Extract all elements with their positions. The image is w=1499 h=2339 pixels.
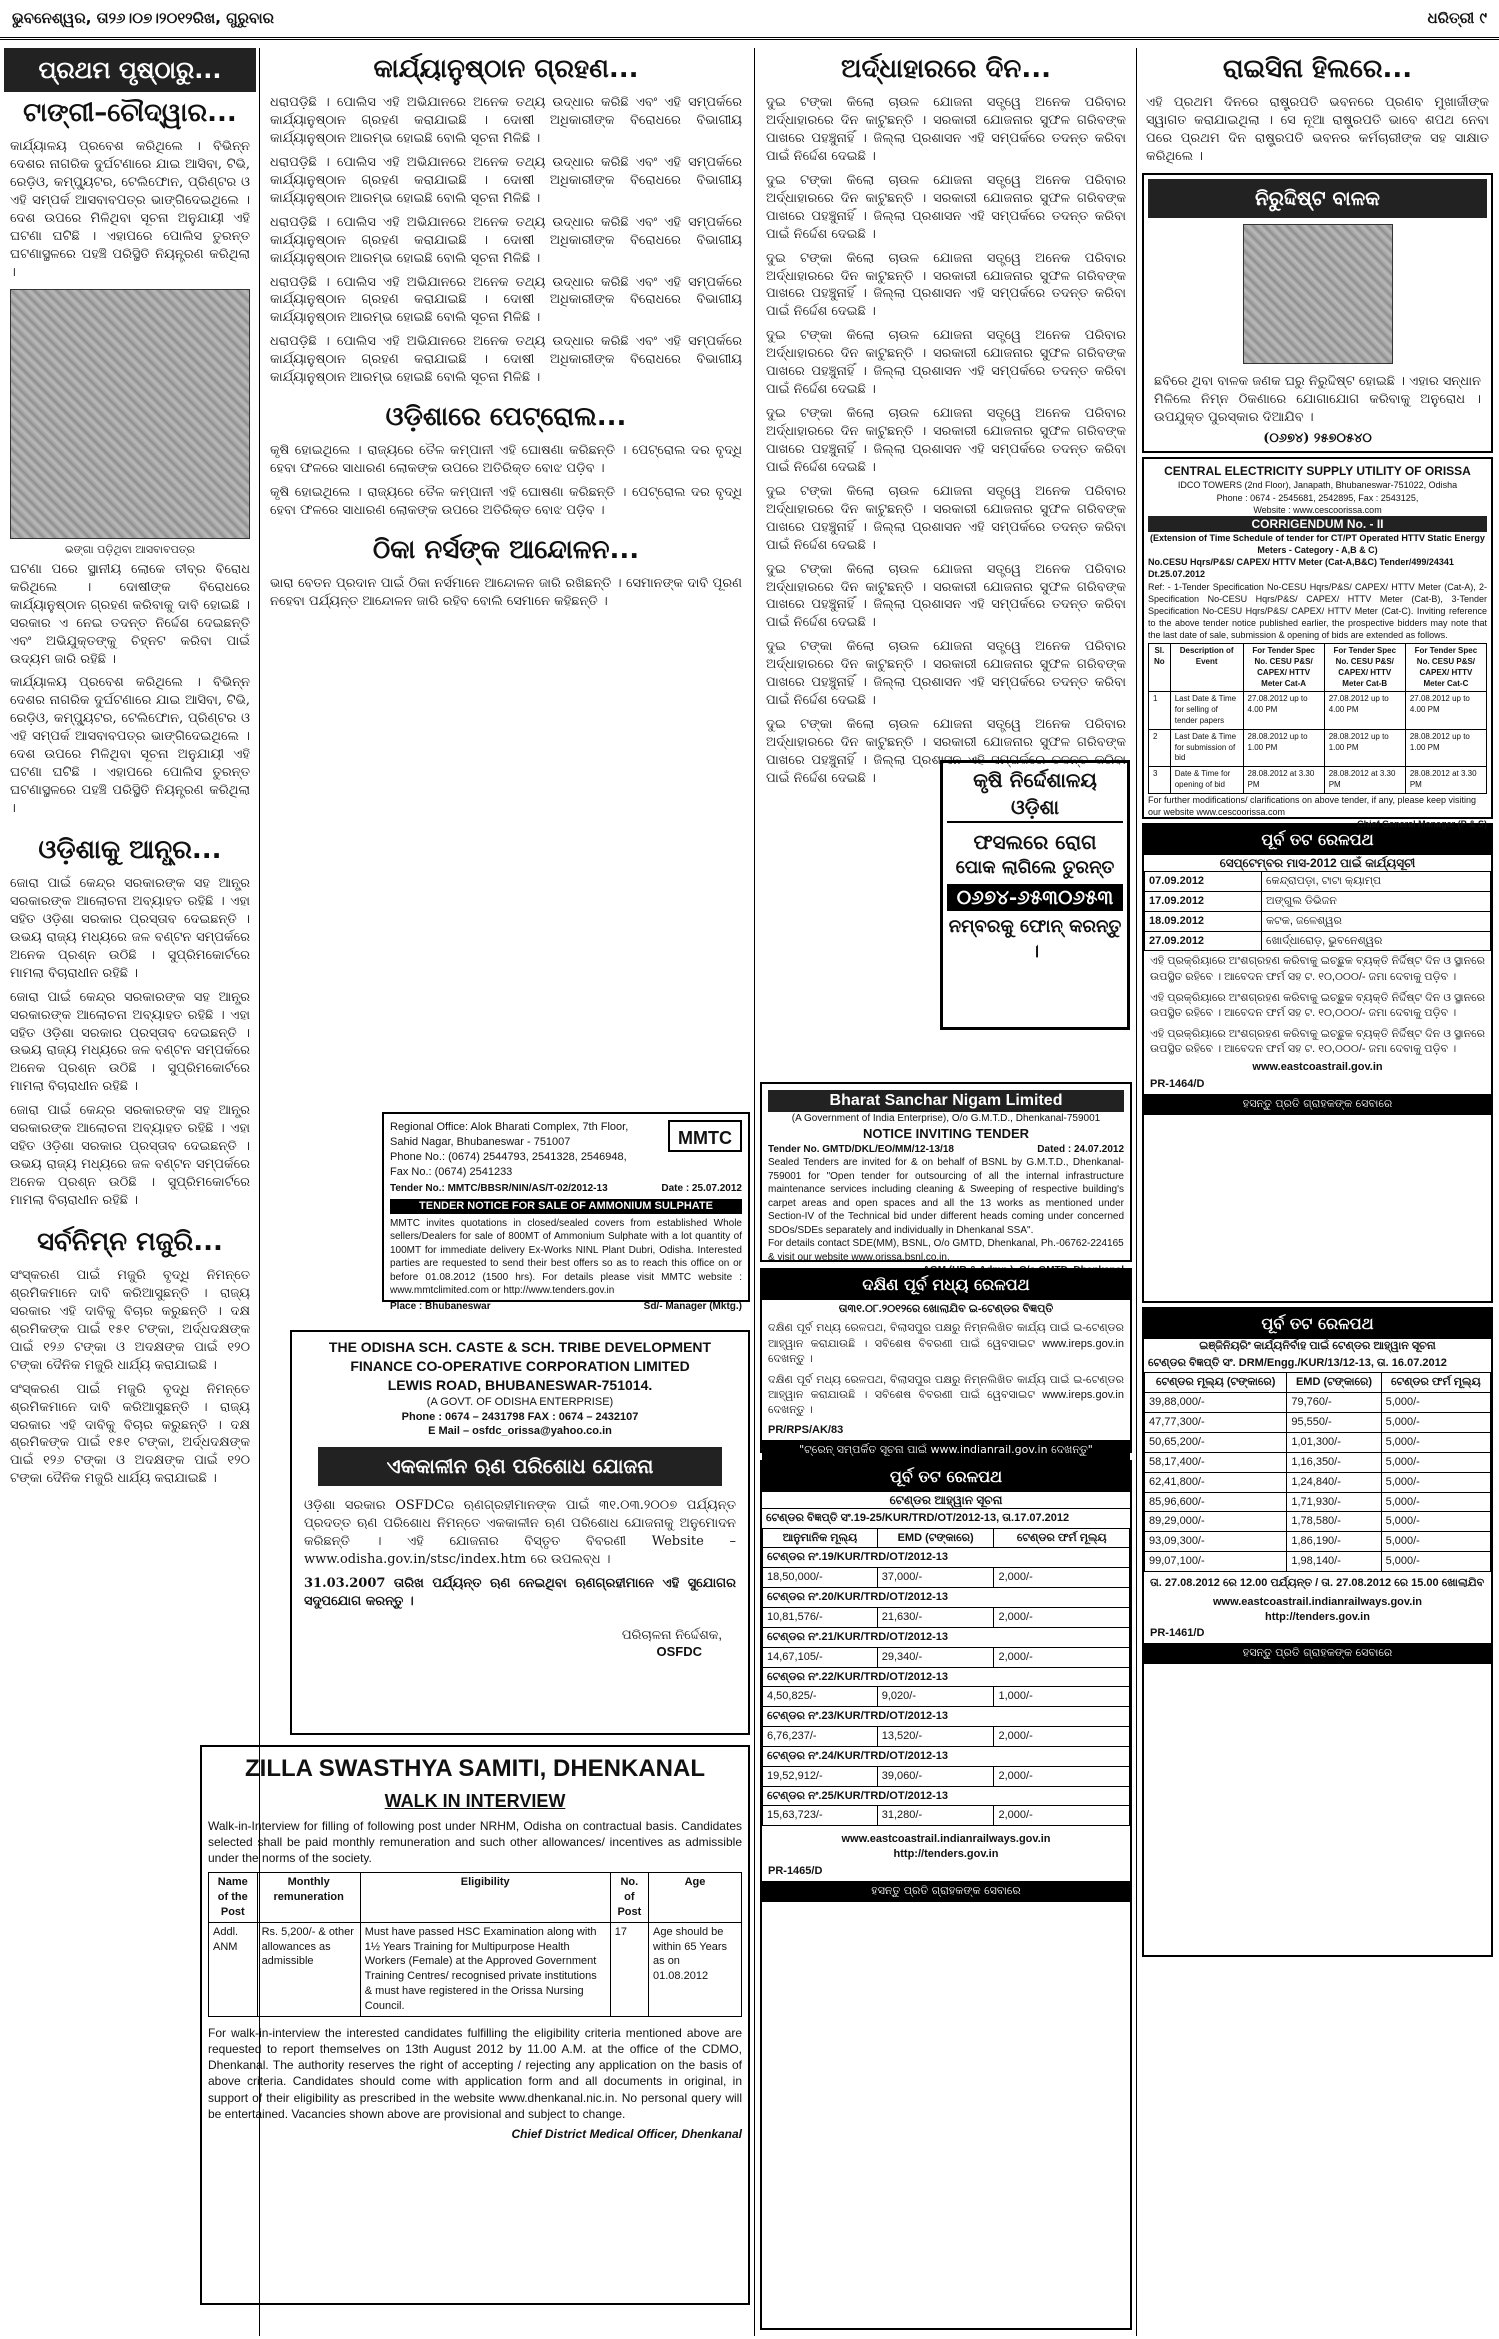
ecor3-cell: 1,71,930/- bbox=[1287, 1492, 1381, 1512]
zilla-age: Age should be within 65 Years as on 01.08.2012 bbox=[649, 1922, 742, 2016]
osfdc-scheme: ଏକକାଳୀନ ଋଣ ପରିଶୋଧ ଯୋଜନା bbox=[318, 1447, 722, 1486]
table-row bbox=[763, 1608, 1130, 1628]
story-wages-text: ସଂସ୍କରଣ ପାଇଁ ମଜୁରି ବୃଦ୍ଧି ନିମନ୍ତେ ଶ୍ରମିକମାନେ ଦାବି କରିଆସୁଛନ୍ତି । ରାଜ୍ୟ ସରକାର ଏହି ଦାବିକୁ ବିଚାର କରୁଛନ୍ତି । ଦକ୍ଷ ଶ୍ରମିକଙ୍କ ପାଇଁ ୧୫୧ ଟଙ୍କା, ଅର୍ଦ୍ଧଦକ୍ଷଙ୍କ ପାଇଁ ୧୨୬ ଟଙ୍କା ଓ ଅଦକ୍ଷଙ୍କ ପାଇଁ ୧୨୦ ଟଙ୍କା ଦୈନିକ ମଜୁରି ଧାର୍ଯ୍ୟ କରାଯାଇଛି । bbox=[10, 1268, 250, 1373]
cesu-th-sl: Sl. No bbox=[1149, 644, 1171, 692]
ecor2-footer: ହସନ୍ତୁ ପ୍ରତି ଗ୍ରାହକଙ୍କ ସେବାରେ bbox=[1144, 1094, 1491, 1115]
zilla-table bbox=[208, 1872, 742, 2017]
table-row bbox=[1145, 911, 1491, 931]
ecor3-cell: 5,000/- bbox=[1381, 1433, 1490, 1453]
cesu-th-cat-c: For Tender Spec No. CESU P&S/ CAPEX/ HTTV Meter Cat-C bbox=[1405, 644, 1486, 692]
ecor3-cell: 1,24,840/- bbox=[1287, 1472, 1381, 1492]
secr-pr: PR/RPS/AK/83 bbox=[768, 1424, 844, 1437]
secr-sub: ତା୩୧.୦୮.୨୦୧୨ରେ ଖୋଲାଯିବ ଇ-ଟେଣ୍ଡର ବିଜ୍ଞପ୍ତି bbox=[838, 1302, 1054, 1315]
ecor1-item-no: ଟେଣ୍ଡର ନଂ.20/KUR/TRD/OT/2012-13 bbox=[763, 1588, 1130, 1608]
ecor3-cell: 47,77,300/- bbox=[1145, 1413, 1287, 1433]
mmtc-logo: MMTC bbox=[668, 1120, 742, 1152]
osfdc-govt: (A GOVT. OF ODISHA ENTERPRISE) bbox=[426, 1395, 614, 1408]
zilla-pay: Rs. 5,200/- & other allowances as admissible bbox=[257, 1922, 360, 2016]
zilla-footer: For walk-in-interview the interested candidates fulfilling the eligibility criteria mentioned above are requested to report themselves on 13th August 2012 by 11.00 A.M. at the office of the CDMO, Dhenkanal. The authority reserves the right of accepting / rejecting any application on the basis of above criteria. Candidates should come with application form and all documents in original, in support of their eligibility as prescribed in the website www.dhenkanal.nic.in. No personal query will be entertained. Vacancies shown above are provisional and subject to change. bbox=[208, 2025, 742, 2121]
zilla-intro: Walk-in-Interview for filling of following post under NRHM, Odisha on contractual basis. Candidates selected shall be paid monthly remuneration and such other allowances/ incentives as admissible under the norms of the society. bbox=[208, 1818, 742, 1866]
cesu-ref: No.CESU Hqrs/P&S/ CAPEX/ HTTV Meter (Cat-A,B&C) Tender/499/24341 Dt.25.07.2012 bbox=[1148, 557, 1454, 580]
mmtc-date: Date : 25.07.2012 bbox=[661, 1183, 742, 1195]
ecor1-fee: 2,000/- bbox=[994, 1806, 1130, 1826]
ecor3-pr: PR-1461/D bbox=[1150, 1627, 1205, 1640]
table-row bbox=[763, 1588, 1130, 1608]
ecor3-cell: 5,000/- bbox=[1381, 1552, 1490, 1572]
krushi-line-3: ନମ୍ବରକୁ ଫୋନ୍ କରନ୍ତୁ । bbox=[948, 916, 1122, 962]
ecor2-place: ଖୋର୍ଦ୍ଧାରୋଡ଼, ଭୁବନେଶ୍ୱର bbox=[1262, 931, 1491, 951]
krushi-line-1: ଫସଲରେ ରୋଗ bbox=[973, 830, 1097, 854]
ecor1-sub: ଟେଣ୍ଡର ଆହ୍ୱାନ ସୂଚନା bbox=[762, 1492, 1130, 1509]
ecor1-footer: ହସନ୍ତୁ ପ୍ରତି ଗ୍ରାହକଙ୍କ ସେବାରେ bbox=[762, 1881, 1130, 1902]
table-row bbox=[763, 1568, 1130, 1588]
ecor3-cell: 1,01,300/- bbox=[1287, 1433, 1381, 1453]
ecor1-cost: 14,67,105/- bbox=[763, 1647, 878, 1667]
cesu-cell: Last Date & Time for submission of bid bbox=[1170, 729, 1243, 766]
table-row bbox=[209, 1922, 742, 2016]
krushi-ad bbox=[940, 760, 1130, 1030]
ecor1-emd: 21,630/- bbox=[877, 1608, 994, 1628]
secr-title: ଦକ୍ଷିଣ ପୂର୍ବ ମଧ୍ୟ ରେଳପଥ bbox=[762, 1270, 1130, 1300]
ecor3-table bbox=[1144, 1372, 1491, 1571]
ecor2-table bbox=[1144, 871, 1491, 951]
cesu-cell: 3 bbox=[1149, 767, 1171, 794]
ecor1-cost: 4,50,825/- bbox=[763, 1687, 878, 1707]
table-row bbox=[1145, 1452, 1491, 1472]
osfdc-sign: ପରିଚାଳନା ନିର୍ଦ୍ଦେଶକ, bbox=[621, 1626, 722, 1642]
bsnl-contact: For details contact SDE(MM), BSNL, O/o GMTD, Dhenkanal, Ph.-06762-224165 & visit our website www.orissa.bsnl.co.in. bbox=[768, 1238, 1124, 1263]
cesu-cell: 27.08.2012 up to 4.00 PM bbox=[1405, 692, 1486, 729]
table-row bbox=[763, 1647, 1130, 1667]
osfdc-ad bbox=[290, 1330, 750, 1735]
headline-hunger: ଅର୍ଦ୍ଧାହାରରେ ଦିନ... bbox=[841, 54, 1051, 84]
ecor1-th-fee: ଟେଣ୍ଡର ଫର୍ମ ମୂଲ୍ୟ bbox=[994, 1528, 1130, 1548]
ecor1-emd: 39,060/- bbox=[877, 1766, 994, 1786]
ecor3-cell: 1,86,190/- bbox=[1287, 1532, 1381, 1552]
ecor1-fee: 2,000/- bbox=[994, 1608, 1130, 1628]
table-row bbox=[1145, 1512, 1491, 1532]
table-row bbox=[1149, 767, 1487, 794]
table-row bbox=[763, 1746, 1130, 1766]
ecor3-cell: 79,760/- bbox=[1287, 1393, 1381, 1413]
cesu-body: Ref: - 1-Tender Specification No-CESU Hqrs/P&S/ CAPEX/ HTTV Meter (Cat-A), 2-Specification No-CESU Hqrs/P&S/ CAPEX/ HTTV Meter (Cat-B), 3-Tender Specification No-CESU Hqrs/P&S/ CAPEX/ HTTV Meter (Cat-C). Inviting reference to the above tender notice published earlier, the prospective bidders may note that the last date of sale, submission & opening of bids are extended as follows. bbox=[1148, 581, 1487, 641]
cesu-cell: 28.08.2012 at 3.30 PM bbox=[1243, 767, 1324, 794]
story-hunger-text-9: ଦୁଇ ଟଙ୍କା କିଲୋ ଚାଉଳ ଯୋଜନା ସତ୍ତ୍ୱେ ଅନେକ ପରିବାର ଅର୍ଦ୍ଧାହାରରେ ଦିନ କାଟୁଛନ୍ତି । ସରକାରୀ ଯୋଜନାର ସୁଫଳ ଗରିବଙ୍କ ପାଖରେ ପହଞ୍ଚୁନାହିଁ । ଜିଲ୍ଲା ପ୍ରଶାସନ ଏହି ସମ୍ପର୍କରେ ତଦନ୍ତ କରିବା ପାଇଁ ନିର୍ଦ୍ଦେଶ ଦେଇଛି । bbox=[766, 717, 1126, 786]
ecor3-th-cost: ଟେଣ୍ଡର ମୂଲ୍ୟ (ଟଙ୍କାରେ) bbox=[1145, 1373, 1287, 1393]
mmtc-tender-ad bbox=[382, 1112, 750, 1312]
cesu-th-cat-a: For Tender Spec No. CESU P&S/ CAPEX/ HTTV Meter Cat-A bbox=[1243, 644, 1324, 692]
ecor3-cell: 58,17,400/- bbox=[1145, 1452, 1287, 1472]
krushi-title: କୃଷି ନିର୍ଦ୍ଦେଶାଳୟ bbox=[973, 768, 1097, 792]
ecor2-body: ଏହି ପ୍ରକ୍ରିୟାରେ ଅଂଶଗ୍ରହଣ କରିବାକୁ ଇଚ୍ଛୁକ ବ୍ୟକ୍ତି ନିର୍ଦ୍ଦିଷ୍ଟ ଦିନ ଓ ସ୍ଥାନରେ ଉପସ୍ଥିତ ରହିବେ । ଆବେଦନ ଫର୍ମ ସହ ଟ. ୧୦,୦୦୦/- ଜମା ଦେବାକୁ ପଡ଼ିବ । bbox=[1150, 955, 1485, 983]
missing-heading: ନିରୁଦ୍ଦିଷ୍ଟ ବାଳକ bbox=[1148, 179, 1487, 218]
ecor2-sub: ସେପ୍ଟେମ୍ବର ମାସ-2012 ପାଇଁ କାର୍ଯ୍ୟସୂଚୀ bbox=[1219, 855, 1416, 870]
ecor3-cell: 5,000/- bbox=[1381, 1512, 1490, 1532]
ecor3-cell: 1,16,350/- bbox=[1287, 1452, 1381, 1472]
zilla-th-post: Name of the Post bbox=[209, 1873, 258, 1923]
story-nurses-text: ଭାରା ବେତନ ପ୍ରଦାନ ପାଇଁ ଠିକା ନର୍ସମାନେ ଆନ୍ଦୋଳନ ଜାରି ରଖିଛନ୍ତି । ସେମାନଙ୍କ ଦାବି ପୂରଣ ନହେବା ପର୍ଯ୍ୟନ୍ତ ଆନ୍ଦୋଳନ ଜାରି ରହିବ ବୋଲି ସେମାନେ କହିଛନ୍ତି । bbox=[270, 576, 742, 610]
secr-body: ଦକ୍ଷିଣ ପୂର୍ବ ମଧ୍ୟ ରେଳପଥ, ବିଲାସପୁର ପକ୍ଷରୁ ନିମ୍ନଲିଖିତ କାର୍ଯ୍ୟ ପାଇଁ ଇ-ଟେଣ୍ଡର ଆହ୍ୱାନ କରାଯାଉଛି । ସବିଶେଷ ବିବରଣୀ ପାଇଁ ୱେବସାଇଟ www.ireps.gov.in ଦେଖନ୍ତୁ । bbox=[768, 1322, 1124, 1365]
story-hunger-text-7: ଦୁଇ ଟଙ୍କା କିଲୋ ଚାଉଳ ଯୋଜନା ସତ୍ତ୍ୱେ ଅନେକ ପରିବାର ଅର୍ଦ୍ଧାହାରରେ ଦିନ କାଟୁଛନ୍ତି । ସରକାରୀ ଯୋଜନାର ସୁଫଳ ଗରିବଙ୍କ ପାଖରେ ପହଞ୍ଚୁନାହିଁ । ଜିଲ୍ଲା ପ୍ରଶାସନ ଏହି ସମ୍ପର୍କରେ ତଦନ୍ତ କରିବା ପାଇଁ ନିର୍ଦ୍ଦେଶ ଦେଇଛି । bbox=[766, 561, 1126, 631]
cesu-corrigendum: CORRIGENDUM No. - II bbox=[1148, 516, 1487, 532]
mmtc-place: Place : Bhubaneswar bbox=[390, 1300, 491, 1312]
headline-tangi: ଟାଙ୍ଗୀ–ଚୌଦ୍ୱାର... bbox=[23, 98, 237, 129]
story-hunger-text-8: ଦୁଇ ଟଙ୍କା କିଲୋ ଚାଉଳ ଯୋଜନା ସତ୍ତ୍ୱେ ଅନେକ ପରିବାର ଅର୍ଦ୍ଧାହାରରେ ଦିନ କାଟୁଛନ୍ତି । ସରକାରୀ ଯୋଜନାର ସୁଫଳ ଗରିବଙ୍କ ପାଖରେ ପହଞ୍ଚୁନାହିଁ । ଜିଲ୍ଲା ପ୍ରଶାସନ ଏହି ସମ୍ପର୍କରେ ତଦନ୍ତ କରିବା ପାଇଁ ନିର୍ଦ୍ଦେଶ ଦେଇଛି । bbox=[766, 639, 1126, 709]
ecor3-title: ପୂର୍ବ ତଟ ରେଳପଥ bbox=[1144, 1309, 1491, 1339]
zilla-title: ZILLA SWASTHYA SAMITI, DHENKANAL bbox=[245, 1755, 705, 1782]
ecor1-fee: 2,000/- bbox=[994, 1568, 1130, 1588]
ecor2-date: 27.09.2012 bbox=[1145, 931, 1262, 951]
ecor3-footer: ହସନ୍ତୁ ପ୍ରତି ଗ୍ରାହକଙ୍କ ସେବାରେ bbox=[1144, 1643, 1491, 1664]
table-row bbox=[1149, 729, 1487, 766]
mmtc-regional-office: Regional Office: Alok Bharati Complex, 7th Floor, Sahid Nagar, Bhubaneswar - 751007 bbox=[390, 1121, 629, 1148]
ecor3-cell: 5,000/- bbox=[1381, 1393, 1490, 1413]
ecor1-item-no: ଟେଣ୍ଡର ନଂ.21/KUR/TRD/OT/2012-13 bbox=[763, 1627, 1130, 1647]
cesu-sign: Chief General Manager (P & S) bbox=[1357, 819, 1487, 830]
bsnl-tender-number: Tender No. GMTD/DKL/EO/MM/12-13/18 bbox=[768, 1143, 954, 1155]
ecor3-cell: 95,550/- bbox=[1287, 1413, 1381, 1433]
missing-phone: (୦୬୭୪) ୨୫୭୦୫୪୦ bbox=[1263, 430, 1372, 446]
story-wages-text-2: ସଂସ୍କରଣ ପାଇଁ ମଜୁରି ବୃଦ୍ଧି ନିମନ୍ତେ ଶ୍ରମିକମାନେ ଦାବି କରିଆସୁଛନ୍ତି । ରାଜ୍ୟ ସରକାର ଏହି ଦାବିକୁ ବିଚାର କରୁଛନ୍ତି । ଦକ୍ଷ ଶ୍ରମିକଙ୍କ ପାଇଁ ୧୫୧ ଟଙ୍କା, ଅର୍ଦ୍ଧଦକ୍ଷଙ୍କ ପାଇଁ ୧୨୬ ଟଙ୍କା ଓ ଅଦକ୍ଷଙ୍କ ପାଇଁ ୧୨୦ ଟଙ୍କା ଦୈନିକ ମଜୁରି ଧାର୍ଯ୍ୟ କରାଯାଇଛି । bbox=[10, 1381, 250, 1487]
masthead-page: ଧରିତ୍ରୀ ୯ bbox=[1427, 9, 1487, 28]
story-andhra-text: ଜୋରା ପାଇଁ କେନ୍ଦ୍ର ସରକାରଙ୍କ ସହ ଆନ୍ଧ୍ର ସରକାରଙ୍କ ଆଲୋଚନା ଅବ୍ୟାହତ ରହିଛି । ଏହା ସହିତ ଓଡ଼ିଶା ସରକାର ପ୍ରସ୍ତାବ ଦେଇଛନ୍ତି । ଉଭୟ ରାଜ୍ୟ ମଧ୍ୟରେ ଜଳ ବଣ୍ଟନ ସମ୍ପର୍କରେ ଅନେକ ପ୍ରଶ୍ନ ଉଠିଛି । ସୁପ୍ରିମକୋର୍ଟରେ ମାମଲା ବିଚାରାଧୀନ ରହିଛି । bbox=[10, 876, 250, 981]
front-page-kicker: ପ୍ରଥମ ପୃଷ୍ଠାରୁ... bbox=[4, 48, 256, 92]
mmtc-sign: Sd/- Manager (Mktg.) bbox=[643, 1300, 742, 1312]
ecor-schedule-ad bbox=[1142, 823, 1493, 1303]
zilla-count: 17 bbox=[610, 1922, 648, 2016]
ecor1-cost: 6,76,237/- bbox=[763, 1727, 878, 1747]
ecor3-tender-number: ଟେଣ୍ଡର ବିଜ୍ଞପ୍ତି ସଂ. DRM/Engg./KUR/13/12-13, ତା. 16.07.2012 bbox=[1148, 1356, 1447, 1369]
krushi-sub: ଓଡ଼ିଶା bbox=[947, 794, 1123, 823]
zilla-sign: Chief District Medical Officer, Dhenkanal bbox=[511, 2126, 742, 2141]
ecor1-emd: 37,000/- bbox=[877, 1568, 994, 1588]
cesu-cell: Last Date & Time for selling of tender papers bbox=[1170, 692, 1243, 729]
ecor1-cost: 15,63,723/- bbox=[763, 1806, 878, 1826]
secr-body-2: ଦକ୍ଷିଣ ପୂର୍ବ ମଧ୍ୟ ରେଳପଥ, ବିଲାସପୁର ପକ୍ଷରୁ ନିମ୍ନଲିଖିତ କାର୍ଯ୍ୟ ପାଇଁ ଇ-ଟେଣ୍ଡର ଆହ୍ୱାନ କରାଯାଉଛି । ସବିଶେଷ ବିବରଣୀ ପାଇଁ ୱେବସାଇଟ www.ireps.gov.in ଦେଖନ୍ତୁ । bbox=[768, 1373, 1124, 1417]
story-hunger-text-6: ଦୁଇ ଟଙ୍କା କିଲୋ ଚାଉଳ ଯୋଜନା ସତ୍ତ୍ୱେ ଅନେକ ପରିବାର ଅର୍ଦ୍ଧାହାରରେ ଦିନ କାଟୁଛନ୍ତି । ସରକାରୀ ଯୋଜନାର ସୁଫଳ ଗରିବଙ୍କ ପାଖରେ ପହଞ୍ଚୁନାହିଁ । ଜିଲ୍ଲା ପ୍ରଶାସନ ଏହି ସମ୍ପର୍କରେ ତଦନ୍ତ କରିବା ପାଇଁ ନିର୍ଦ୍ଦେଶ ଦେଇଛି । bbox=[766, 483, 1126, 553]
table-row bbox=[1145, 871, 1491, 891]
ecor1-website-2[interactable]: http://tenders.gov.in bbox=[893, 1848, 999, 1861]
ecor1-emd: 29,340/- bbox=[877, 1647, 994, 1667]
table-row bbox=[763, 1667, 1130, 1687]
table-row bbox=[1145, 1532, 1491, 1552]
table-row bbox=[1145, 891, 1491, 911]
table-row bbox=[763, 1687, 1130, 1707]
table-row bbox=[763, 1766, 1130, 1786]
cesu-cell: 28.08.2012 up to 1.00 PM bbox=[1405, 729, 1486, 766]
zilla-swasthya-ad bbox=[200, 1745, 750, 2305]
ecor2-date: 18.09.2012 bbox=[1145, 911, 1262, 931]
photo-caption: ଭଙ୍ଗା ପଡ଼ିଥିବା ଆସବାବପତ୍ର bbox=[64, 542, 196, 556]
story-petrol-text-2: କୃଷି ହୋଇଥିଲେ । ରାଜ୍ୟରେ ତୈଳ କମ୍ପାନୀ ଏହି ଘୋଷଣା କରିଛନ୍ତି । ପେଟ୍ରୋଲ ଦର ବୃଦ୍ଧି ହେବା ଫଳରେ ସାଧାରଣ ଲୋକଙ୍କ ଉପରେ ଅତିରିକ୍ତ ବୋଝ ପଡ଼ିବ । bbox=[270, 485, 742, 519]
bsnl-date: Dated : 24.07.2012 bbox=[1037, 1143, 1124, 1155]
story-action-text-5: ଧରାପଡ଼ିଛି । ପୋଲିସ ଏହି ଅଭିଯାନରେ ଅନେକ ତଥ୍ୟ ଉଦ୍ଧାର କରିଛି ଏବଂ ଏହି ସମ୍ପର୍କରେ କାର୍ଯ୍ୟାନୁଷ୍ଠାନ ଗ୍ରହଣ କରାଯାଇଛି । ଦୋଷୀ ଅଧିକାରୀଙ୍କ ବିରୋଧରେ ବିଭାଗୀୟ କାର୍ଯ୍ୟାନୁଷ୍ଠାନ ଆରମ୍ଭ ହୋଇଛି ବୋଲି ସୂଚନା ମିଳିଛି । bbox=[270, 334, 742, 386]
bsnl-tender-ad bbox=[760, 1082, 1132, 1262]
headline-andhra: ଓଡ଼ିଶାକୁ ଆନ୍ଧ୍ର... bbox=[38, 834, 222, 865]
table-row bbox=[763, 1627, 1130, 1647]
krushi-phone: ୦୬୭୪-୬୫୩୦୬୫୩ bbox=[947, 884, 1123, 911]
ecor1-website[interactable]: www.eastcoastrail.indianrailways.gov.in bbox=[841, 1833, 1051, 1846]
headline-action: କାର୍ଯ୍ୟାନୁଷ୍ଠାନ ଗ୍ରହଣ... bbox=[373, 54, 639, 84]
zilla-th-count: No. of Post bbox=[610, 1873, 648, 1923]
ecor1-th-cost: ଆନୁମାନିକ ମୂଲ୍ୟ bbox=[763, 1528, 878, 1548]
ecor3-th-emd: EMD (ଟଙ୍କାରେ) bbox=[1287, 1373, 1381, 1393]
missing-boy-photo bbox=[1243, 224, 1393, 364]
ecor1-fee: 2,000/- bbox=[994, 1766, 1130, 1786]
osfdc-body: ଓଡ଼ିଶା ସରକାର OSFDCର ଋଣଗ୍ରହୀମାନଙ୍କ ପାଇଁ ୩୧.୦୩.୨୦୦୭ ପର୍ଯ୍ୟନ୍ତ ପ୍ରଦତ୍ତ ଋଣ ପରିଶୋଧ ନିମନ୍ତେ ଏକକାଳୀନ ଋଣ ପରିଶୋଧ ଯୋଜନାକୁ ଅନୁମୋଦନ କରିଛନ୍ତି । ଏହି ଯୋଜନାର ବିସ୍ତୃତ ବିବରଣୀ Website – www.odisha.gov.in/stsc/index.htm ରେ ଉପଲବ୍ଧ । bbox=[304, 1498, 736, 1568]
ecor3-th-fee: ଟେଣ୍ଡର ଫର୍ମ ମୂଲ୍ୟ bbox=[1381, 1373, 1490, 1393]
cesu-cell: 1 bbox=[1149, 692, 1171, 729]
story-andhra-text-2: ଜୋରା ପାଇଁ କେନ୍ଦ୍ର ସରକାରଙ୍କ ସହ ଆନ୍ଧ୍ର ସରକାରଙ୍କ ଆଲୋଚନା ଅବ୍ୟାହତ ରହିଛି । ଏହା ସହିତ ଓଡ଼ିଶା ସରକାର ପ୍ରସ୍ତାବ ଦେଇଛନ୍ତି । ଉଭୟ ରାଜ୍ୟ ମଧ୍ୟରେ ଜଳ ବଣ୍ଟନ ସମ୍ପର୍କରେ ଅନେକ ପ୍ରଶ୍ନ ଉଠିଛି । ସୁପ୍ରିମକୋର୍ଟରେ ମାମଲା ବିଚାରାଧୀନ ରହିଛି । bbox=[10, 989, 250, 1095]
osfdc-address: LEWIS ROAD, BHUBANESWAR-751014. bbox=[387, 1376, 653, 1393]
story-hunger-text-2: ଦୁଇ ଟଙ୍କା କିଲୋ ଚାଉଳ ଯୋଜନା ସତ୍ତ୍ୱେ ଅନେକ ପରିବାର ଅର୍ଦ୍ଧାହାରରେ ଦିନ କାଟୁଛନ୍ତି । ସରକାରୀ ଯୋଜନାର ସୁଫଳ ଗରିବଙ୍କ ପାଖରେ ପହଞ୍ଚୁନାହିଁ । ଜିଲ୍ଲା ପ୍ରଶାସନ ଏହି ସମ୍ପର୍କରେ ତଦନ୍ତ କରିବା ପାଇଁ ନିର୍ଦ୍ଦେଶ ଦେଇଛି । bbox=[766, 172, 1126, 242]
ecor3-cell: 5,000/- bbox=[1381, 1452, 1490, 1472]
news-photo bbox=[10, 289, 250, 539]
zilla-eligibility: Must have passed HSC Examination along with 1½ Years Training for Multipurpose Health Workers (Female) at the Approved Government Training Centres/ recognised private institutions & must have registered in the Orissa Nursing Council. bbox=[360, 1922, 610, 2016]
cesu-footer: For further modifications/ clarifications on above tender, if any, please keep visiting our website www.cescoorissa.com bbox=[1148, 794, 1477, 817]
ecor1-cost: 19,52,912/- bbox=[763, 1766, 878, 1786]
story-andhra-text-3: ଜୋରା ପାଇଁ କେନ୍ଦ୍ର ସରକାରଙ୍କ ସହ ଆନ୍ଧ୍ର ସରକାରଙ୍କ ଆଲୋଚନା ଅବ୍ୟାହତ ରହିଛି । ଏହା ସହିତ ଓଡ଼ିଶା ସରକାର ପ୍ରସ୍ତାବ ଦେଇଛନ୍ତି । ଉଭୟ ରାଜ୍ୟ ମଧ୍ୟରେ ଜଳ ବଣ୍ଟନ ସମ୍ପର୍କରେ ଅନେକ ପ୍ରଶ୍ନ ଉଠିଛି । ସୁପ୍ରିମକୋର୍ଟରେ ମାମଲା ବିଚାରାଧୀନ ରହିଛି । bbox=[10, 1103, 250, 1208]
secr-rail-ad bbox=[760, 1268, 1132, 1457]
ecor1-cost: 18,50,000/- bbox=[763, 1568, 878, 1588]
table-row bbox=[763, 1548, 1130, 1568]
column-4 bbox=[1140, 48, 1495, 2336]
ecor3-cell: 89,29,000/- bbox=[1145, 1512, 1287, 1532]
cesu-cell: 28.08.2012 up to 1.00 PM bbox=[1243, 729, 1324, 766]
ecor1-table bbox=[762, 1528, 1130, 1827]
ecor2-title: ପୂର୍ବ ତଟ ରେଳପଥ bbox=[1144, 825, 1491, 855]
osfdc-date-line: 31.03.2007 ତାରିଖ ପର୍ଯ୍ୟନ୍ତ ଋଣ ନେଇଥିବା ଋଣଗ୍ରହୀମାନେ ଏହି ସୁଯୋଗର ସଦୁପଯୋଗ କରନ୍ତୁ । bbox=[304, 1575, 736, 1609]
cesu-address: IDCO TOWERS (2nd Floor), Janapath, Bhubaneswar-751022, Odisha bbox=[1177, 480, 1458, 491]
ecor2-date: 07.09.2012 bbox=[1145, 871, 1262, 891]
mmtc-body: MMTC invites quotations in closed/sealed covers from established Whole sellers/Dealers for sale of 800MT of Ammonium Sulphate with a lot quantity of 100MT for immediate delivery Ex-Works NINL Plant Dubri, Odisha. Interested parties are requested to send their best offers so as to reach this office on or before 01.08.2012 (1500 hrs). For details please visit MMTC website : www.mmtclimited.com or http://www.tenders.gov.in bbox=[390, 1217, 742, 1297]
ecor2-place: କେନ୍ଦ୍ରାପଡ଼ା, ଟାଟା କ୍ୟାମ୍ପ bbox=[1262, 871, 1491, 891]
bsnl-heading: NOTICE INVITING TENDER bbox=[862, 1126, 1030, 1142]
cesu-th-event: Description of Event bbox=[1170, 644, 1243, 692]
table-row bbox=[763, 1727, 1130, 1747]
cesu-corrigendum-ad bbox=[1142, 457, 1493, 830]
cesu-website: Website : www.cescoorissa.com bbox=[1253, 504, 1382, 515]
cesu-cell: 2 bbox=[1149, 729, 1171, 766]
mmtc-tender-number: Tender No.: MMTC/BBSR/NIN/AS/T-02/2012-13 bbox=[390, 1183, 608, 1195]
table-row bbox=[763, 1707, 1130, 1727]
ecor2-date: 17.09.2012 bbox=[1145, 891, 1262, 911]
cesu-title: CENTRAL ELECTRICITY SUPPLY UTILITY OF ORISSA bbox=[1164, 464, 1471, 479]
ecor1-title: ପୂର୍ବ ତଟ ରେଳପଥ bbox=[762, 1462, 1130, 1492]
story-hunger-text-5: ଦୁଇ ଟଙ୍କା କିଲୋ ଚାଉଳ ଯୋଜନା ସତ୍ତ୍ୱେ ଅନେକ ପରିବାର ଅର୍ଦ୍ଧାହାରରେ ଦିନ କାଟୁଛନ୍ତି । ସରକାରୀ ଯୋଜନାର ସୁଫଳ ଗରିବଙ୍କ ପାଖରେ ପହଞ୍ଚୁନାହିଁ । ଜିଲ୍ଲା ପ୍ରଶାସନ ଏହି ସମ୍ପର୍କରେ ତଦନ୍ତ କରିବା ପାଇଁ ନିର୍ଦ୍ଦେଶ ଦେଇଛି । bbox=[766, 406, 1126, 475]
ecor3-cell: 62,41,800/- bbox=[1145, 1472, 1287, 1492]
ecor1-item-no: ଟେଣ୍ଡର ନଂ.25/KUR/TRD/OT/2012-13 bbox=[763, 1786, 1130, 1806]
ecor3-cell: 85,96,600/- bbox=[1145, 1492, 1287, 1512]
missing-text: ଛବିରେ ଥିବା ବାଳକ ଜଣକ ଘରୁ ନିରୁଦ୍ଦିଷ୍ଟ ହୋଇଛି । ଏହାର ସନ୍ଧାନ ମିଳିଲେ ନିମ୍ନ ଠିକଣାରେ ଯୋଗାଯୋଗ କରିବାକୁ ଅନୁରୋଧ । ଉପଯୁକ୍ତ ପୁରସ୍କାର ଦିଆଯିବ । bbox=[1154, 373, 1481, 425]
masthead-date: ଭୁବନେଶ୍ୱର, ତା୨୬।୦୭।୨୦୧୨ରିଖ, ଗୁରୁବାର bbox=[12, 9, 275, 28]
secr-footer: "ଟ୍ରେନ୍ ସମ୍ପର୍କିତ ସୂଚନା ପାଇଁ www.indianrail.gov.in ଦେଖନ୍ତୁ" bbox=[762, 1440, 1130, 1461]
story-tangi-text-3: କାର୍ଯ୍ୟାଳୟ ପ୍ରବେଶ କରିଥିଲେ । ବିଭିନ୍ନ ଦେଶର ନାଗରିକ ଦୁର୍ଘଟଣାରେ ଯାଇ ଆସିବା, ଟିଭି, ରେଡ଼ିଓ, କମ୍ପ୍ୟୁଟର, ଟେଲିଫୋନ, ପ୍ରିଣ୍ଟର ଓ ଏହି ସମ୍ପର୍କ ଆସବାବପତ୍ର ଭାଙ୍ଗିଦେଇଥିଲେ । ଦେଶ ଉପରେ ମିଳିଥିବା ସୂଚନା ଅନୁଯାୟୀ ଏହି ଘଟଣା ଘଟିଛି । ଏହାପରେ ପୋଲିସ ତୁରନ୍ତ ଘଟଣାସ୍ଥଳରେ ପହଞ୍ଚି ପରିସ୍ଥିତି ନିୟନ୍ତ୍ରଣ କରିଥିଲା । bbox=[10, 675, 250, 817]
ecor1-tender-number: ଟେଣ୍ଡର ବିଜ୍ଞପ୍ତି ସଂ.19-25/KUR/TRD/OT/2012-13, ତା.17.07.2012 bbox=[766, 1511, 1070, 1524]
ecor1-item-no: ଟେଣ୍ଡର ନଂ.23/KUR/TRD/OT/2012-13 bbox=[763, 1707, 1130, 1727]
ecor3-dates: ତା. 27.08.2012 ରେ 12.00 ପର୍ଯ୍ୟନ୍ତ / ତା. 27.08.2012 ରେ 15.00 ଖୋଲାଯିବ bbox=[1150, 1576, 1485, 1589]
zilla-post: Addl. ANM bbox=[209, 1922, 258, 2016]
bsnl-body: Sealed Tenders are invited for & on behalf of BSNL by G.M.T.D., Dhenkanal-759001 for "Open tender for outsourcing of all the internal infrastructure maintenance services including cleaning & Sweeping of respective building's carpet areas and open spaces and all the 13 works as mentioned under Section-IV of the Technical bid under different heads coming under concerned SDOs/SDEs separately and individually in Dhenkanal SSA". bbox=[768, 1157, 1124, 1236]
ecor-engg-tender-ad bbox=[1142, 1307, 1493, 1957]
ecor2-website[interactable]: www.eastcoastrail.gov.in bbox=[1252, 1061, 1383, 1074]
ecor3-sub: ଇଞ୍ଜିନିୟରିଂ କାର୍ଯ୍ୟନିର୍ବାହ ପାଇଁ ଟେଣ୍ଡର ଆହ୍ୱାନ ସୂଚନା bbox=[1199, 1339, 1436, 1352]
table-row bbox=[1145, 1472, 1491, 1492]
story-tangi-text: କାର୍ଯ୍ୟାଳୟ ପ୍ରବେଶ କରିଥିଲେ । ବିଭିନ୍ନ ଦେଶର ନାଗରିକ ଦୁର୍ଘଟଣାରେ ଯାଇ ଆସିବା, ଟିଭି, ରେଡ଼ିଓ, କମ୍ପ୍ୟୁଟର, ଟେଲିଫୋନ, ପ୍ରିଣ୍ଟର ଓ ଏହି ସମ୍ପର୍କ ଆସବାବପତ୍ର ଭାଙ୍ଗିଦେଇଥିଲେ । ଦେଶ ଉପରେ ମିଳିଥିବା ସୂଚନା ଅନୁଯାୟୀ ଏହି ଘଟଣା ଘଟିଛି । ଏହାପରେ ପୋଲିସ ତୁରନ୍ତ ଘଟଣାସ୍ଥଳରେ ପହଞ୍ଚି ପରିସ୍ଥିତି ନିୟନ୍ତ୍ରଣ କରିଥିଲା । bbox=[10, 139, 250, 281]
cesu-table bbox=[1148, 643, 1487, 794]
ecor1-emd: 9,020/- bbox=[877, 1687, 994, 1707]
ecor1-fee: 1,000/- bbox=[994, 1687, 1130, 1707]
ecor3-cell: 50,65,200/- bbox=[1145, 1433, 1287, 1453]
cesu-th-cat-b: For Tender Spec No. CESU P&S/ CAPEX/ HTTV Meter Cat-B bbox=[1324, 644, 1405, 692]
ecor1-fee: 2,000/- bbox=[994, 1647, 1130, 1667]
ecor3-cell: 5,000/- bbox=[1381, 1413, 1490, 1433]
bsnl-title: Bharat Sanchar Nigam Limited bbox=[768, 1090, 1124, 1112]
story-action-text-3: ଧରାପଡ଼ିଛି । ପୋଲିସ ଏହି ଅଭିଯାନରେ ଅନେକ ତଥ୍ୟ ଉଦ୍ଧାର କରିଛି ଏବଂ ଏହି ସମ୍ପର୍କରେ କାର୍ଯ୍ୟାନୁଷ୍ଠାନ ଗ୍ରହଣ କରାଯାଇଛି । ଦୋଷୀ ଅଧିକାରୀଙ୍କ ବିରୋଧରେ ବିଭାଗୀୟ କାର୍ଯ୍ୟାନୁଷ୍ଠାନ ଆରମ୍ଭ ହୋଇଛି ବୋଲି ସୂଚନା ମିଳିଛି । bbox=[270, 214, 742, 266]
ecor1-pr: PR-1465/D bbox=[768, 1864, 823, 1877]
table-row bbox=[1145, 931, 1491, 951]
ecor3-cell: 93,09,300/- bbox=[1145, 1532, 1287, 1552]
headline-nurses: ଠିକା ନର୍ସଙ୍କ ଆନ୍ଦୋଳନ... bbox=[372, 535, 640, 565]
headline-raisina: ରାଇସିନା ହିଲରେ... bbox=[1222, 54, 1413, 84]
ecor2-place: କଟକ, ଜଳେଶ୍ୱର bbox=[1262, 911, 1491, 931]
story-hunger-text-3: ଦୁଇ ଟଙ୍କା କିଲୋ ଚାଉଳ ଯୋଜନା ସତ୍ତ୍ୱେ ଅନେକ ପରିବାର ଅର୍ଦ୍ଧାହାରରେ ଦିନ କାଟୁଛନ୍ତି । ସରକାରୀ ଯୋଜନାର ସୁଫଳ ଗରିବଙ୍କ ପାଖରେ ପହଞ୍ଚୁନାହିଁ । ଜିଲ୍ଲା ପ୍ରଶାସନ ଏହି ସମ୍ପର୍କରେ ତଦନ୍ତ କରିବା ପାଇଁ ନିର୍ଦ୍ଦେଶ ଦେଇଛି । bbox=[766, 250, 1126, 320]
zilla-th-pay: Monthly remuneration bbox=[257, 1873, 360, 1923]
ecor2-body-2: ଏହି ପ୍ରକ୍ରିୟାରେ ଅଂଶଗ୍ରହଣ କରିବାକୁ ଇଚ୍ଛୁକ ବ୍ୟକ୍ତି ନିର୍ଦ୍ଦିଷ୍ଟ ଦିନ ଓ ସ୍ଥାନରେ ଉପସ୍ଥିତ ରହିବେ । ଆବେଦନ ଫର୍ମ ସହ ଟ. ୧୦,୦୦୦/- ଜମା ଦେବାକୁ ପଡ଼ିବ । bbox=[1150, 991, 1485, 1019]
ecor1-fee: 2,000/- bbox=[994, 1727, 1130, 1747]
table-row bbox=[1145, 1393, 1491, 1413]
ecor1-item-no: ଟେଣ୍ଡର ନଂ.24/KUR/TRD/OT/2012-13 bbox=[763, 1746, 1130, 1766]
story-action-text-4: ଧରାପଡ଼ିଛି । ପୋଲିସ ଏହି ଅଭିଯାନରେ ଅନେକ ତଥ୍ୟ ଉଦ୍ଧାର କରିଛି ଏବଂ ଏହି ସମ୍ପର୍କରେ କାର୍ଯ୍ୟାନୁଷ୍ଠାନ ଗ୍ରହଣ କରାଯାଇଛି । ଦୋଷୀ ଅଧିକାରୀଙ୍କ ବିରୋଧରେ ବିଭାଗୀୟ କାର୍ଯ୍ୟାନୁଷ୍ଠାନ ଆରମ୍ଭ ହୋଇଛି ବୋଲି ସୂଚନା ମିଳିଛି । bbox=[270, 274, 742, 326]
ecor-tender-ad-1 bbox=[760, 1460, 1132, 2330]
ecor3-cell: 5,000/- bbox=[1381, 1472, 1490, 1492]
masthead bbox=[0, 0, 1499, 40]
ecor3-cell: 1,78,580/- bbox=[1287, 1512, 1381, 1532]
zilla-th-age: Age bbox=[649, 1873, 742, 1923]
missing-boy-ad bbox=[1142, 173, 1493, 453]
table-row bbox=[1145, 1413, 1491, 1433]
table-row bbox=[1145, 1552, 1491, 1572]
table-row bbox=[763, 1806, 1130, 1826]
table-row bbox=[763, 1786, 1130, 1806]
ecor1-item-no: ଟେଣ୍ଡର ନଂ.19/KUR/TRD/OT/2012-13 bbox=[763, 1548, 1130, 1568]
cesu-cell: 27.08.2012 up to 4.00 PM bbox=[1324, 692, 1405, 729]
cesu-cell: 28.08.2012 up to 1.00 PM bbox=[1324, 729, 1405, 766]
cesu-cell: 28.08.2012 at 3.30 PM bbox=[1324, 767, 1405, 794]
story-hunger-text: ଦୁଇ ଟଙ୍କା କିଲୋ ଚାଉଳ ଯୋଜନା ସତ୍ତ୍ୱେ ଅନେକ ପରିବାର ଅର୍ଦ୍ଧାହାରରେ ଦିନ କାଟୁଛନ୍ତି । ସରକାରୀ ଯୋଜନାର ସୁଫଳ ଗରିବଙ୍କ ପାଖରେ ପହଞ୍ଚୁନାହିଁ । ଜିଲ୍ଲା ପ୍ରଶାସନ ଏହି ସମ୍ପର୍କରେ ତଦନ୍ତ କରିବା ପାଇଁ ନିର୍ଦ୍ଦେଶ ଦେଇଛି । bbox=[766, 95, 1126, 164]
headline-petrol: ଓଡ଼ିଶାରେ ପେଟ୍ରୋଲ... bbox=[385, 402, 627, 433]
ecor3-cell: 99,07,100/- bbox=[1145, 1552, 1287, 1572]
ecor3-website[interactable]: www.eastcoastrail.indianrailways.gov.in bbox=[1212, 1595, 1423, 1608]
zilla-th-eligibility: Eligibility bbox=[360, 1873, 610, 1923]
table-row bbox=[1149, 692, 1487, 729]
zilla-heading: WALK IN INTERVIEW bbox=[384, 1791, 566, 1812]
mmtc-heading: TENDER NOTICE FOR SALE OF AMMONIUM SULPHATE bbox=[390, 1199, 742, 1214]
ecor3-cell: 1,98,140/- bbox=[1287, 1552, 1381, 1572]
story-raisina-text: ଏହି ପ୍ରଥମ ଦିନରେ ରାଷ୍ଟ୍ରପତି ଭବନରେ ପ୍ରଣବ ମୁଖାର୍ଜୀଙ୍କ ସ୍ୱାଗତ କରାଯାଇଥିଲା । ସେ ନୂଆ ରାଷ୍ଟ୍ରପତି ଭାବେ ଶପଥ ନେବା ପରେ ପ୍ରଥମ ଦିନ ରାଷ୍ଟ୍ରପତି ଭବନର କର୍ମଚାରୀଙ୍କ ସହ ସାକ୍ଷାତ କରିଥିଲେ । bbox=[1146, 95, 1489, 164]
ecor2-place: ଅଙ୍ଗୁଲ ଡିଭିଜନ bbox=[1262, 891, 1491, 911]
ecor2-pr: PR-1464/D bbox=[1150, 1078, 1205, 1091]
ecor2-body-3: ଏହି ପ୍ରକ୍ରିୟାରେ ଅଂଶଗ୍ରହଣ କରିବାକୁ ଇଚ୍ଛୁକ ବ୍ୟକ୍ତି ନିର୍ଦ୍ଦିଷ୍ଟ ଦିନ ଓ ସ୍ଥାନରେ ଉପସ୍ଥିତ ରହିବେ । ଆବେଦନ ଫର୍ମ ସହ ଟ. ୧୦,୦୦୦/- ଜମା ଦେବାକୁ ପଡ଼ିବ । bbox=[1150, 1028, 1485, 1056]
cesu-cell: Date & Time for opening of bid bbox=[1170, 767, 1243, 794]
ecor1-emd: 13,520/- bbox=[877, 1727, 994, 1747]
cesu-cell: 27.08.2012 up to 4.00 PM bbox=[1243, 692, 1324, 729]
cesu-phone: Phone : 0674 - 2545681, 2542895, Fax : 2543125, bbox=[1216, 492, 1419, 503]
ecor1-cost: 10,81,576/- bbox=[763, 1608, 878, 1628]
table-row bbox=[1145, 1433, 1491, 1453]
ecor3-cell: 39,88,000/- bbox=[1145, 1393, 1287, 1413]
story-tangi-text-2: ଘଟଣା ପରେ ସ୍ଥାନୀୟ ଲୋକେ ତୀବ୍ର ବିରୋଧ କରିଥିଲେ । ଦୋଷୀଙ୍କ ବିରୋଧରେ କାର୍ଯ୍ୟାନୁଷ୍ଠାନ ଗ୍ରହଣ କରିବାକୁ ଦାବି ହୋଇଛି । ସରକାର ଏ ନେଇ ତଦନ୍ତ ନିର୍ଦ୍ଦେଶ ଦେଇଛନ୍ତି ଏବଂ ଅଭିଯୁକ୍ତଙ୍କୁ ଚିହ୍ନଟ କରିବା ପାଇଁ ଉଦ୍ୟମ ଜାରି ରହିଛି । bbox=[10, 561, 250, 667]
mmtc-phone: Phone No.: (0674) 2544793, 2541328, 2546948, Fax No.: (0674) 2541233 bbox=[390, 1150, 627, 1178]
column-2 bbox=[264, 48, 748, 1103]
osfdc-title: THE ODISHA SCH. CASTE & SCH. TRIBE DEVELOPMENT FINANCE CO-OPERATIVE CORPORATION LIMITED bbox=[328, 1339, 712, 1374]
ecor3-cell: 5,000/- bbox=[1381, 1492, 1490, 1512]
osfdc-phone: Phone : 0674 – 2431798 FAX : 0674 – 2432107 bbox=[401, 1410, 639, 1423]
headline-wages: ସର୍ବନିମ୍ନ ମଜୁରି... bbox=[37, 1226, 223, 1257]
krushi-line-2: ପୋକ ଲାଗିଲେ ତୁରନ୍ତ bbox=[955, 857, 1115, 878]
osfdc-email: E Mail – osfdc_orissa@yahoo.co.in bbox=[428, 1425, 612, 1438]
cesu-cell: 28.08.2012 at 3.30 PM bbox=[1405, 767, 1486, 794]
story-action-text-2: ଧରାପଡ଼ିଛି । ପୋଲିସ ଏହି ଅଭିଯାନରେ ଅନେକ ତଥ୍ୟ ଉଦ୍ଧାର କରିଛି ଏବଂ ଏହି ସମ୍ପର୍କରେ କାର୍ଯ୍ୟାନୁଷ୍ଠାନ ଗ୍ରହଣ କରାଯାଇଛି । ଦୋଷୀ ଅଧିକାରୀଙ୍କ ବିରୋଧରେ ବିଭାଗୀୟ କାର୍ଯ୍ୟାନୁଷ୍ଠାନ ଆରମ୍ଭ ହୋଇଛି ବୋଲି ସୂଚନା ମିଳିଛି । bbox=[270, 154, 742, 206]
story-petrol-text: କୃଷି ହୋଇଥିଲେ । ରାଜ୍ୟରେ ତୈଳ କମ୍ପାନୀ ଏହି ଘୋଷଣା କରିଛନ୍ତି । ପେଟ୍ରୋଲ ଦର ବୃଦ୍ଧି ହେବା ଫଳରେ ସାଧାରଣ ଲୋକଙ୍କ ଉପରେ ଅତିରିକ୍ତ ବୋଝ ପଡ଼ିବ । bbox=[270, 443, 742, 477]
ecor3-website-2[interactable]: http://tenders.gov.in bbox=[1265, 1610, 1370, 1623]
ecor1-th-emd: EMD (ଟଙ୍କାରେ) bbox=[877, 1528, 994, 1548]
ecor1-item-no: ଟେଣ୍ଡର ନଂ.22/KUR/TRD/OT/2012-13 bbox=[763, 1667, 1130, 1687]
bsnl-sub: (A Government of India Enterprise), O/o G.M.T.D., Dhenkanal-759001 bbox=[791, 1112, 1101, 1124]
ecor3-cell: 5,000/- bbox=[1381, 1532, 1490, 1552]
story-hunger-text-4: ଦୁଇ ଟଙ୍କା କିଲୋ ଚାଉଳ ଯୋଜନା ସତ୍ତ୍ୱେ ଅନେକ ପରିବାର ଅର୍ଦ୍ଧାହାରରେ ଦିନ କାଟୁଛନ୍ତି । ସରକାରୀ ଯୋଜନାର ସୁଫଳ ଗରିବଙ୍କ ପାଖରେ ପହଞ୍ଚୁନାହିଁ । ଜିଲ୍ଲା ପ୍ରଶାସନ ଏହି ସମ୍ପର୍କରେ ତଦନ୍ତ କରିବା ପାଇଁ ନିର୍ଦ୍ଦେଶ ଦେଇଛି । bbox=[766, 328, 1126, 398]
osfdc-sign-2: OSFDC bbox=[656, 1644, 702, 1660]
story-action-text: ଧରାପଡ଼ିଛି । ପୋଲିସ ଏହି ଅଭିଯାନରେ ଅନେକ ତଥ୍ୟ ଉଦ୍ଧାର କରିଛି ଏବଂ ଏହି ସମ୍ପର୍କରେ କାର୍ଯ୍ୟାନୁଷ୍ଠାନ ଗ୍ରହଣ କରାଯାଇଛି । ଦୋଷୀ ଅଧିକାରୀଙ୍କ ବିରୋଧରେ ବିଭାଗୀୟ କାର୍ଯ୍ୟାନୁଷ୍ଠାନ ଆରମ୍ଭ ହୋଇଛି ବୋଲି ସୂଚନା ମିଳିଛି । bbox=[270, 95, 742, 146]
ecor1-emd: 31,280/- bbox=[877, 1806, 994, 1826]
table-row bbox=[1145, 1492, 1491, 1512]
cesu-sub: (Extension of Time Schedule of tender for CT/PT Operated HTTV Static Energy Meters - Category - A,B & C) bbox=[1150, 533, 1485, 556]
